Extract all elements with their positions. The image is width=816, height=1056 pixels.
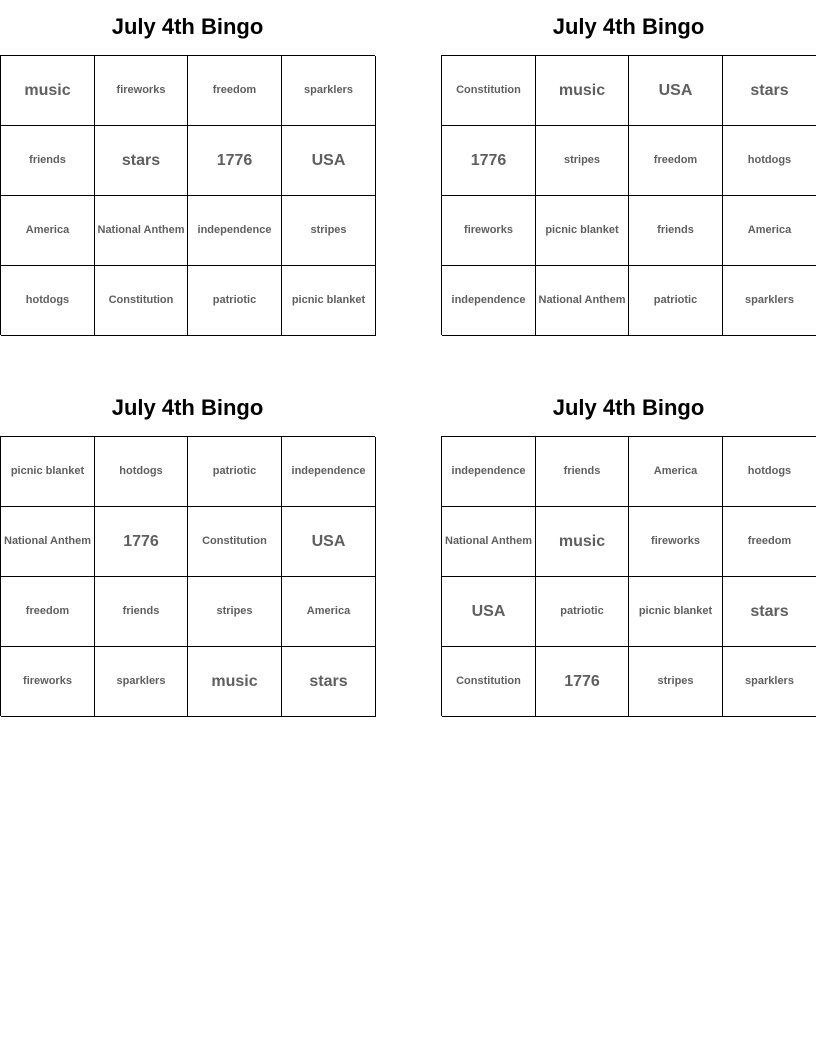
bingo-cell: sparklers — [723, 266, 816, 336]
bingo-cell: fireworks — [442, 196, 536, 266]
bingo-cell: friends — [629, 196, 723, 266]
bingo-cell: stars — [723, 56, 816, 126]
bingo-cell: sparklers — [282, 56, 376, 126]
bingo-cell: stars — [723, 577, 816, 647]
bingo-cell: 1776 — [95, 507, 188, 577]
bingo-cell: patriotic — [629, 266, 723, 336]
bingo-cell: Constitution — [95, 266, 188, 336]
bingo-cell: picnic blanket — [536, 196, 629, 266]
bingo-cell: hotdogs — [1, 266, 95, 336]
card-title: July 4th Bingo — [111, 14, 264, 39]
bingo-cell: sparklers — [95, 647, 188, 717]
bingo-cell: freedom — [1, 577, 95, 647]
bingo-cell: picnic blanket — [629, 577, 723, 647]
bingo-grid — [441, 55, 816, 335]
bingo-cell: National Anthem — [442, 507, 536, 577]
bingo-cell: Constitution — [442, 647, 536, 717]
bingo-cell: fireworks — [95, 56, 188, 126]
bingo-cell: hotdogs — [723, 437, 816, 507]
bingo-cell: America — [723, 196, 816, 266]
bingo-cell: patriotic — [188, 266, 282, 336]
bingo-cell: picnic blanket — [1, 437, 95, 507]
bingo-cell: music — [536, 507, 629, 577]
bingo-cell: independence — [442, 266, 536, 336]
bingo-cell: sparklers — [723, 647, 816, 717]
bingo-cell: National Anthem — [95, 196, 188, 266]
bingo-cell: 1776 — [536, 647, 629, 717]
bingo-cell: hotdogs — [95, 437, 188, 507]
bingo-cell: freedom — [188, 56, 282, 126]
bingo-cell: friends — [95, 577, 188, 647]
bingo-cell: Constitution — [188, 507, 282, 577]
bingo-cell: stripes — [282, 196, 376, 266]
bingo-cell: stripes — [188, 577, 282, 647]
bingo-cell: USA — [442, 577, 536, 647]
bingo-cell: USA — [629, 56, 723, 126]
bingo-cell: freedom — [723, 507, 816, 577]
bingo-cell: USA — [282, 507, 376, 577]
bingo-cell: 1776 — [442, 126, 536, 196]
bingo-cell: Constitution — [442, 56, 536, 126]
card-title: July 4th Bingo — [111, 395, 264, 420]
bingo-grid — [0, 436, 375, 716]
bingo-cell: America — [282, 577, 376, 647]
bingo-cell: picnic blanket — [282, 266, 376, 336]
bingo-cell: National Anthem — [536, 266, 629, 336]
bingo-cell: music — [188, 647, 282, 717]
bingo-cell: America — [1, 196, 95, 266]
bingo-cell: fireworks — [1, 647, 95, 717]
bingo-cell: stars — [282, 647, 376, 717]
bingo-cell: music — [1, 56, 95, 126]
bingo-grid — [441, 436, 816, 716]
bingo-cell: USA — [282, 126, 376, 196]
bingo-cell: independence — [282, 437, 376, 507]
card-title: July 4th Bingo — [552, 14, 705, 39]
bingo-cell: fireworks — [629, 507, 723, 577]
bingo-cell: freedom — [629, 126, 723, 196]
bingo-cell: 1776 — [188, 126, 282, 196]
bingo-cell: patriotic — [188, 437, 282, 507]
card-title: July 4th Bingo — [552, 395, 705, 420]
bingo-cell: friends — [1, 126, 95, 196]
bingo-cell: independence — [442, 437, 536, 507]
bingo-cell: music — [536, 56, 629, 126]
bingo-cell: National Anthem — [1, 507, 95, 577]
bingo-cell: stars — [95, 126, 188, 196]
bingo-cell: patriotic — [536, 577, 629, 647]
bingo-cell: hotdogs — [723, 126, 816, 196]
bingo-grid — [0, 55, 375, 335]
bingo-cell: stripes — [536, 126, 629, 196]
bingo-cell: America — [629, 437, 723, 507]
bingo-cell: stripes — [629, 647, 723, 717]
bingo-cell: independence — [188, 196, 282, 266]
bingo-cell: friends — [536, 437, 629, 507]
